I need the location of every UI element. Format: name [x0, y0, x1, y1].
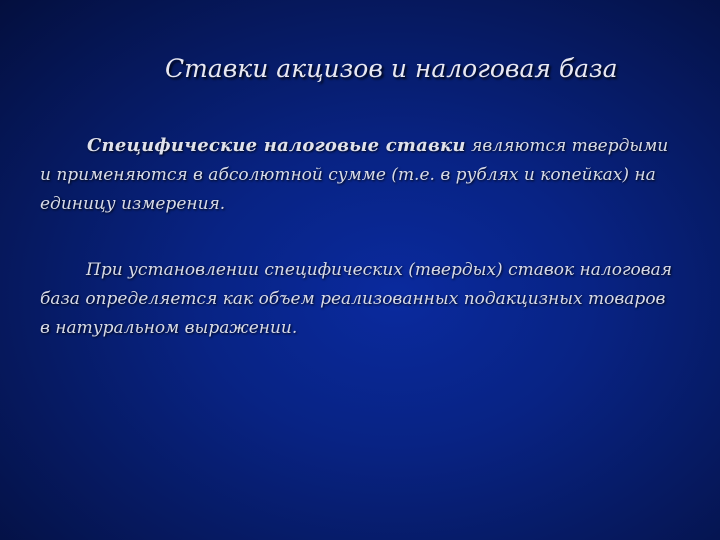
paragraph-text: являются твердыми и применяются в абсолютной сумме (т.е. в рублях и копейках) на единицу измерения.: [40, 136, 669, 214]
paragraph-text: При установлении специфических (твердых) ставок налоговая база определяется как объем реализованных подакцизных товаров в натуральном выражении.: [40, 260, 673, 338]
paragraph-specific-rates: [40, 131, 680, 219]
slide-title: Ставки акцизов и налоговая база: [165, 54, 618, 83]
paragraph-tax-base: [40, 256, 680, 343]
paragraph-term: Специфические налоговые ставки: [87, 135, 466, 156]
